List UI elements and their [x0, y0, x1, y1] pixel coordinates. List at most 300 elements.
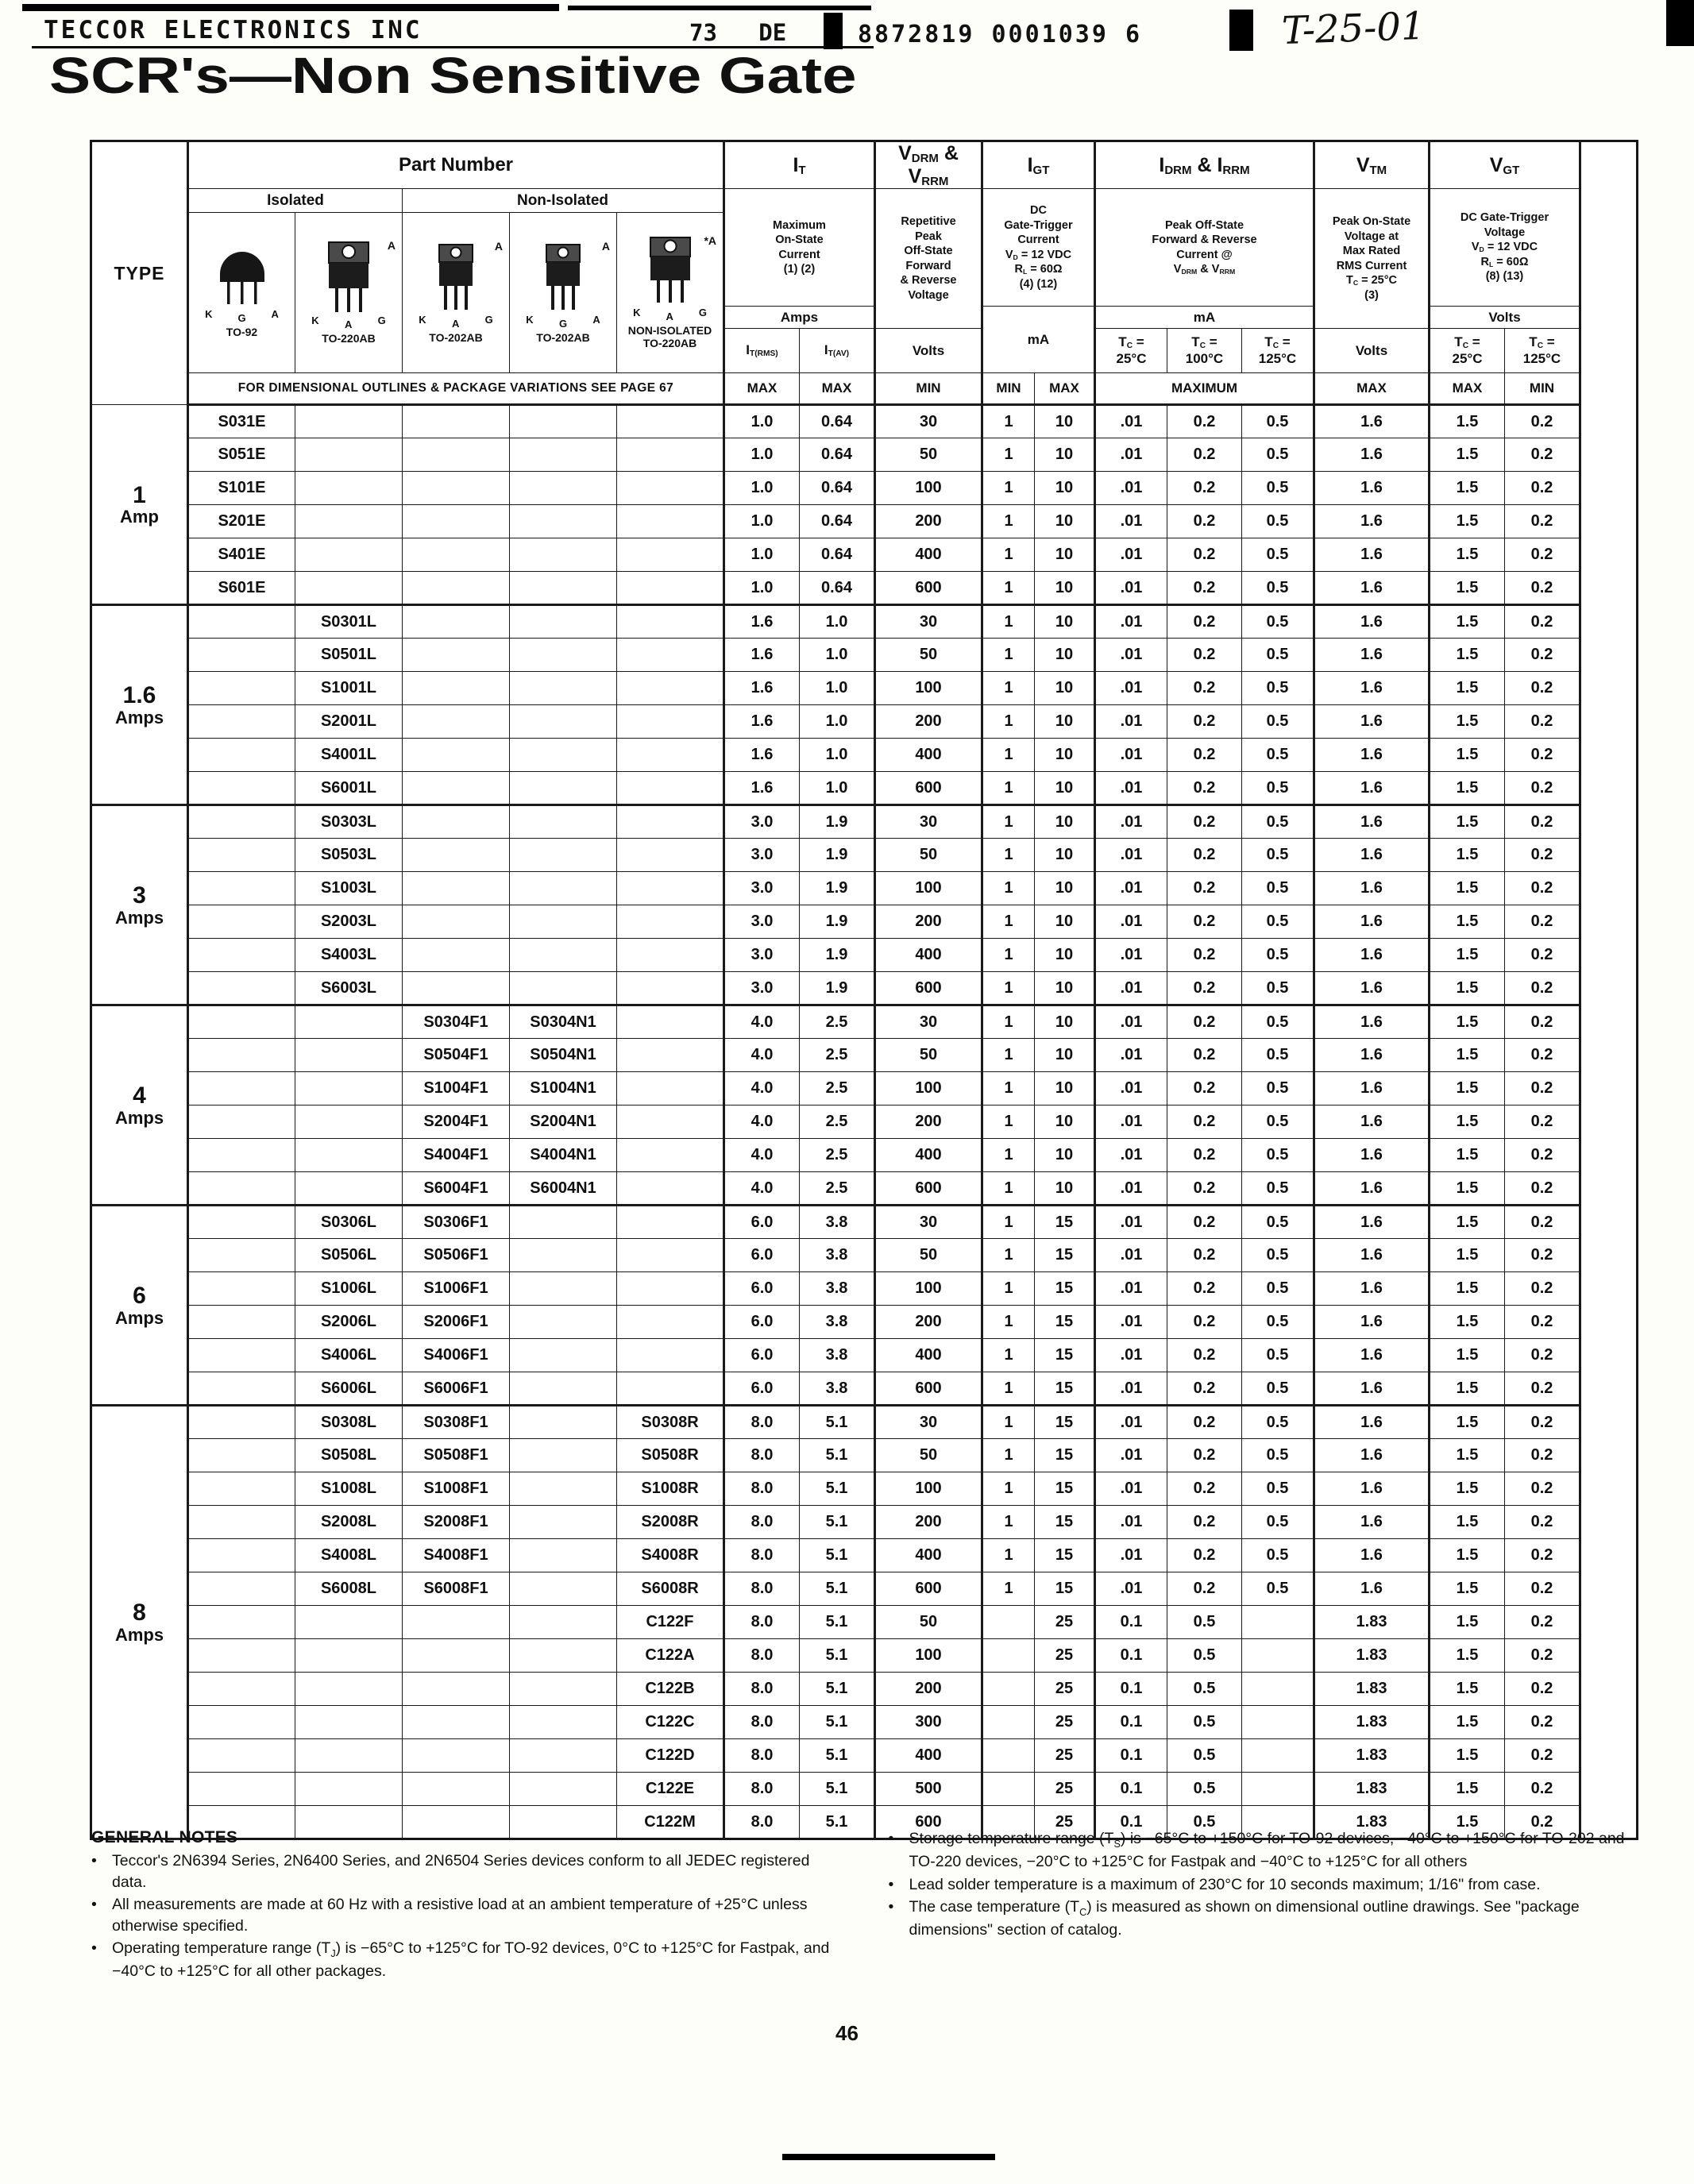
- part-number-cell: [510, 772, 617, 805]
- igt-header: $I_{GT}$: [982, 141, 1095, 189]
- value-cell: .01: [1095, 572, 1167, 605]
- spec-row: [91, 705, 1638, 739]
- value-cell: 1.6: [1314, 872, 1430, 905]
- part-number-cell: S101E: [188, 472, 295, 505]
- value-cell: 0.2: [1167, 672, 1242, 705]
- part-number-cell: S2004N1: [510, 1106, 617, 1139]
- part-number-cell: [510, 1339, 617, 1372]
- value-cell: 0.5: [1242, 905, 1314, 939]
- value-cell: 0.1: [1095, 1606, 1167, 1639]
- part-number-cell: S2004F1: [403, 1106, 510, 1139]
- value-cell: 1.6: [1314, 572, 1430, 605]
- to202-package-icon: [538, 241, 588, 313]
- value-cell: 6.0: [724, 1339, 800, 1372]
- spec-row: [91, 605, 1638, 639]
- value-cell: 0.2: [1505, 1072, 1580, 1106]
- value-cell: 0.2: [1505, 405, 1580, 438]
- value-cell: 0.2: [1505, 605, 1580, 639]
- value-cell: 10: [1035, 1005, 1095, 1039]
- part-number-cell: [188, 772, 295, 805]
- value-cell: 8.0: [724, 1806, 800, 1839]
- value-cell: 1.6: [724, 772, 800, 805]
- value-cell: 0.5: [1242, 1439, 1314, 1472]
- value-cell: 1.6: [1314, 1539, 1430, 1572]
- part-number-cell: [295, 1005, 403, 1039]
- part-number-cell: S2008L: [295, 1506, 403, 1539]
- part-number-cell: [295, 1739, 403, 1773]
- part-number-cell: [510, 1239, 617, 1272]
- value-cell: 0.2: [1167, 405, 1242, 438]
- part-number-cell: [403, 438, 510, 472]
- part-number-cell: [188, 972, 295, 1005]
- spec-row: [91, 872, 1638, 905]
- value-cell: [982, 1739, 1035, 1773]
- part-number-cell: [510, 672, 617, 705]
- value-cell: 0.2: [1167, 772, 1242, 805]
- value-cell: 0.2: [1505, 1039, 1580, 1072]
- part-number-cell: [510, 1739, 617, 1773]
- part-number-cell: S201E: [188, 505, 295, 538]
- value-cell: .01: [1095, 1472, 1167, 1506]
- part-number-cell: [510, 639, 617, 672]
- value-cell: 15: [1035, 1339, 1095, 1372]
- value-cell: 0.5: [1242, 639, 1314, 672]
- value-cell: 50: [875, 839, 982, 872]
- part-number-cell: S0504N1: [510, 1039, 617, 1072]
- type-column-header: TYPE: [91, 141, 188, 405]
- igt-description: DC Gate-Trigger Current $V_D = 12$ VDC $R_L = 60\Omega$ (4) (12): [982, 189, 1095, 307]
- non-isolated-header: Non-Isolated: [403, 189, 724, 213]
- value-cell: 1.6: [1314, 1372, 1430, 1406]
- type-cell: [91, 1206, 188, 1406]
- value-cell: 2.5: [800, 1039, 875, 1072]
- part-number-cell: [403, 472, 510, 505]
- part-number-cell: [295, 405, 403, 438]
- spec-row: [91, 1639, 1638, 1673]
- part-number-cell: [617, 538, 724, 572]
- table-margin-cell: [1580, 1372, 1638, 1406]
- value-cell: 1.6: [1314, 1172, 1430, 1206]
- value-cell: 0.2: [1505, 1706, 1580, 1739]
- scan-artifact-bar: [568, 6, 871, 10]
- value-cell: 0.2: [1167, 472, 1242, 505]
- part-number-cell: [295, 1639, 403, 1673]
- value-cell: 0.2: [1167, 705, 1242, 739]
- value-cell: 1.5: [1430, 605, 1505, 639]
- value-cell: 1.6: [1314, 639, 1430, 672]
- value-cell: 4.0: [724, 1172, 800, 1206]
- value-cell: 0.5: [1242, 1406, 1314, 1439]
- value-cell: 1.5: [1430, 1072, 1505, 1106]
- table-margin-cell: [1580, 472, 1638, 505]
- minmax-label: MAX: [1314, 373, 1430, 405]
- it-rms-header: $I_{T(RMS)}$: [724, 329, 800, 373]
- spec-table-body: [91, 405, 1638, 1839]
- spec-row: [91, 1339, 1638, 1372]
- value-cell: 600: [875, 972, 982, 1005]
- part-number-cell: [617, 772, 724, 805]
- value-cell: 1.5: [1430, 1506, 1505, 1539]
- notes-right-column: [889, 1828, 1642, 1984]
- value-cell: 0.1: [1095, 1773, 1167, 1806]
- part-number-cell: S6008R: [617, 1572, 724, 1606]
- value-cell: .01: [1095, 1539, 1167, 1572]
- value-cell: 100: [875, 472, 982, 505]
- value-cell: .01: [1095, 739, 1167, 772]
- value-cell: 1: [982, 1339, 1035, 1372]
- value-cell: 1: [982, 505, 1035, 538]
- value-cell: 0.2: [1505, 1272, 1580, 1306]
- value-cell: [1242, 1773, 1314, 1806]
- value-cell: 0.2: [1505, 1439, 1580, 1472]
- part-number-cell: [617, 1106, 724, 1139]
- vgt-tc125-header: $T_C$ = 125°C: [1505, 329, 1580, 373]
- value-cell: 0.5: [1167, 1706, 1242, 1739]
- part-number-cell: [295, 1673, 403, 1706]
- part-number-cell: [403, 839, 510, 872]
- value-cell: 1.5: [1430, 1206, 1505, 1239]
- part-number-cell: [403, 905, 510, 939]
- value-cell: 0.2: [1167, 1572, 1242, 1606]
- value-cell: .01: [1095, 772, 1167, 805]
- value-cell: 1: [982, 1372, 1035, 1406]
- part-number-cell: [510, 1539, 617, 1572]
- part-number-cell: [617, 705, 724, 739]
- value-cell: 1.5: [1430, 1005, 1505, 1039]
- package-cell-to202-b: [510, 213, 617, 373]
- value-cell: 5.1: [800, 1673, 875, 1706]
- bullet-icon: •: [91, 1939, 97, 1958]
- part-number-cell: [617, 672, 724, 705]
- value-cell: [982, 1639, 1035, 1673]
- part-number-cell: [510, 939, 617, 972]
- part-number-cell: [188, 1539, 295, 1572]
- value-cell: 0.2: [1167, 538, 1242, 572]
- value-cell: 1.0: [800, 772, 875, 805]
- package-name: TO-92: [226, 326, 258, 339]
- bullet-icon: •: [888, 1830, 894, 1847]
- value-cell: 15: [1035, 1439, 1095, 1472]
- part-number-cell: [188, 905, 295, 939]
- part-number-cell: [188, 1639, 295, 1673]
- value-cell: 1.9: [800, 805, 875, 839]
- type-amps: 8: [133, 1599, 146, 1626]
- value-cell: 5.1: [800, 1572, 875, 1606]
- value-cell: 0.2: [1167, 1072, 1242, 1106]
- value-cell: 10: [1035, 939, 1095, 972]
- minmax-label: MIN: [1505, 373, 1580, 405]
- value-cell: 300: [875, 1706, 982, 1739]
- value-cell: 0.2: [1167, 972, 1242, 1005]
- value-cell: 25: [1035, 1773, 1095, 1806]
- value-cell: 5.1: [800, 1506, 875, 1539]
- value-cell: 200: [875, 1673, 982, 1706]
- value-cell: 1.5: [1430, 1773, 1505, 1806]
- part-number-cell: S031E: [188, 405, 295, 438]
- value-cell: 10: [1035, 1172, 1095, 1206]
- value-cell: 8.0: [724, 1439, 800, 1472]
- spec-row: [91, 1606, 1638, 1639]
- value-cell: 1.6: [1314, 1506, 1430, 1539]
- part-number-cell: [188, 1239, 295, 1272]
- value-cell: 0.2: [1505, 1139, 1580, 1172]
- part-number-cell: S4004F1: [403, 1139, 510, 1172]
- part-number-cell: S2003L: [295, 905, 403, 939]
- value-cell: 0.2: [1167, 1506, 1242, 1539]
- value-cell: 0.2: [1505, 639, 1580, 672]
- value-cell: 1.0: [800, 639, 875, 672]
- part-number-cell: [510, 405, 617, 438]
- part-number-cell: S0304N1: [510, 1005, 617, 1039]
- value-cell: 1.5: [1430, 1572, 1505, 1606]
- table-margin-cell: [1580, 405, 1638, 438]
- value-cell: 1: [982, 1539, 1035, 1572]
- value-cell: 25: [1035, 1739, 1095, 1773]
- anode-tab-label: *A: [704, 234, 716, 247]
- table-margin-cell: [1580, 1072, 1638, 1106]
- value-cell: 0.2: [1167, 1306, 1242, 1339]
- vgt-description: DC Gate-Trigger Voltage $V_D = 12$ VDC $R_L = 60\Omega$ (8) (13): [1430, 189, 1580, 307]
- handwritten-note: T-25-01: [1281, 3, 1426, 54]
- value-cell: 10: [1035, 705, 1095, 739]
- it-description: Maximum On-State Current (1) (2): [724, 189, 875, 307]
- value-cell: 25: [1035, 1606, 1095, 1639]
- value-cell: 0.5: [1242, 872, 1314, 905]
- value-cell: 0.5: [1242, 572, 1314, 605]
- part-number-cell: [403, 1773, 510, 1806]
- type-cell: [91, 1406, 188, 1839]
- table-margin-cell: [1580, 1139, 1638, 1172]
- part-number-cell: S4001L: [295, 739, 403, 772]
- value-cell: 1: [982, 405, 1035, 438]
- part-number-cell: S0308F1: [403, 1406, 510, 1439]
- value-cell: 1.0: [724, 538, 800, 572]
- spec-row: [91, 1039, 1638, 1072]
- part-number-cell: C122E: [617, 1773, 724, 1806]
- value-cell: 2.5: [800, 1005, 875, 1039]
- value-cell: 1.6: [1314, 1005, 1430, 1039]
- value-cell: 1.6: [1314, 438, 1430, 472]
- value-cell: 3.0: [724, 972, 800, 1005]
- value-cell: 10: [1035, 538, 1095, 572]
- note-text: All measurements are made at 60 Hz with a resistive load at an ambient temperature of +25°C unless otherwise specified.: [112, 1896, 808, 1935]
- table-margin-cell: [1580, 739, 1638, 772]
- value-cell: 1.5: [1430, 472, 1505, 505]
- value-cell: 0.2: [1167, 1372, 1242, 1406]
- value-cell: 1: [982, 705, 1035, 739]
- value-cell: 1: [982, 1206, 1035, 1239]
- spec-row: [91, 1539, 1638, 1572]
- value-cell: 8.0: [724, 1706, 800, 1739]
- part-number-cell: S1004F1: [403, 1072, 510, 1106]
- value-cell: .01: [1095, 1072, 1167, 1106]
- value-cell: 1: [982, 1572, 1035, 1606]
- value-cell: 30: [875, 405, 982, 438]
- value-cell: 1.0: [724, 405, 800, 438]
- spec-row: [91, 1439, 1638, 1472]
- package-pins: K A G: [419, 314, 493, 330]
- spec-row: [91, 1172, 1638, 1206]
- igt-unit: mA: [982, 307, 1095, 373]
- value-cell: 1.5: [1430, 639, 1505, 672]
- part-number-cell: [403, 972, 510, 1005]
- type-amps: 3: [133, 882, 146, 909]
- part-number-cell: [510, 505, 617, 538]
- part-number-cell: [617, 1172, 724, 1206]
- value-cell: 0.2: [1505, 839, 1580, 872]
- value-cell: 0.2: [1505, 1539, 1580, 1572]
- value-cell: 0.2: [1505, 1206, 1580, 1239]
- value-cell: 1: [982, 1172, 1035, 1206]
- part-number-cell: S0503L: [295, 839, 403, 872]
- value-cell: 10: [1035, 605, 1095, 639]
- value-cell: 1: [982, 1239, 1035, 1272]
- value-cell: 0.5: [1242, 1472, 1314, 1506]
- value-cell: 8.0: [724, 1606, 800, 1639]
- spec-row: [91, 1572, 1638, 1606]
- value-cell: 1.6: [1314, 705, 1430, 739]
- value-cell: [982, 1606, 1035, 1639]
- note-item: [91, 1938, 845, 1982]
- scan-artifact-bar: [22, 4, 559, 11]
- value-cell: 1.83: [1314, 1673, 1430, 1706]
- bullet-icon: •: [91, 1852, 97, 1870]
- part-number-cell: S0301L: [295, 605, 403, 639]
- part-number-cell: [295, 1606, 403, 1639]
- part-number-cell: S6006F1: [403, 1372, 510, 1406]
- spec-row: [91, 672, 1638, 705]
- to220-package-icon: [642, 236, 698, 306]
- value-cell: 0.2: [1167, 939, 1242, 972]
- part-number-cell: [510, 1439, 617, 1472]
- idrm-unit: mA: [1095, 307, 1314, 329]
- value-cell: 0.5: [1242, 1172, 1314, 1206]
- value-cell: 0.2: [1505, 1639, 1580, 1673]
- table-margin-cell: [1580, 1306, 1638, 1339]
- part-number-cell: [403, 572, 510, 605]
- value-cell: 1.6: [724, 739, 800, 772]
- value-cell: 1.5: [1430, 1106, 1505, 1139]
- value-cell: 1.5: [1430, 839, 1505, 872]
- value-cell: .01: [1095, 1172, 1167, 1206]
- value-cell: 8.0: [724, 1406, 800, 1439]
- value-cell: 1.6: [1314, 405, 1430, 438]
- value-cell: 0.2: [1505, 1406, 1580, 1439]
- part-number-cell: [188, 1572, 295, 1606]
- value-cell: .01: [1095, 905, 1167, 939]
- part-number-cell: [188, 1339, 295, 1372]
- part-number-cell: [295, 1039, 403, 1072]
- value-cell: .01: [1095, 1039, 1167, 1072]
- value-cell: [1242, 1706, 1314, 1739]
- value-cell: 10: [1035, 438, 1095, 472]
- note-item: [889, 1897, 1642, 1941]
- value-cell: 1.9: [800, 939, 875, 972]
- part-number-cell: [617, 1206, 724, 1239]
- part-number-cell: S0506F1: [403, 1239, 510, 1272]
- value-cell: 0.5: [1242, 405, 1314, 438]
- value-cell: 0.5: [1242, 1339, 1314, 1372]
- value-cell: 0.5: [1167, 1773, 1242, 1806]
- part-number-cell: S0504F1: [403, 1039, 510, 1072]
- value-cell: 1: [982, 1406, 1035, 1439]
- table-margin-cell: [1580, 572, 1638, 605]
- part-number-cell: S6004F1: [403, 1172, 510, 1206]
- part-number-cell: [188, 672, 295, 705]
- value-cell: 6.0: [724, 1239, 800, 1272]
- value-cell: 4.0: [724, 1106, 800, 1139]
- value-cell: 1.83: [1314, 1606, 1430, 1639]
- value-cell: 1.6: [724, 672, 800, 705]
- part-number-cell: S1003L: [295, 872, 403, 905]
- value-cell: 0.5: [1242, 1005, 1314, 1039]
- part-number-cell: [188, 1739, 295, 1773]
- part-number-cell: S4006F1: [403, 1339, 510, 1372]
- vgt-header: $V_{GT}$: [1430, 141, 1580, 189]
- part-number-cell: [188, 1005, 295, 1039]
- dimensional-note: FOR DIMENSIONAL OUTLINES & PACKAGE VARIATIONS SEE PAGE 67: [188, 373, 724, 405]
- table-margin-cell: [1580, 1506, 1638, 1539]
- value-cell: 30: [875, 1406, 982, 1439]
- value-cell: 0.2: [1505, 1239, 1580, 1272]
- part-number-cell: S2001L: [295, 705, 403, 739]
- part-number-cell: [188, 805, 295, 839]
- value-cell: 0.2: [1505, 872, 1580, 905]
- value-cell: 1: [982, 1506, 1035, 1539]
- table-margin-cell: [1580, 939, 1638, 972]
- package-name: TO-220AB: [322, 332, 376, 345]
- value-cell: 100: [875, 1639, 982, 1673]
- package-cell-to202-a: [403, 213, 510, 373]
- part-number-cell: [188, 1472, 295, 1506]
- table-margin-cell: [1580, 972, 1638, 1005]
- value-cell: 10: [1035, 839, 1095, 872]
- part-number-cell: S0308L: [295, 1406, 403, 1439]
- part-number-cell: [617, 905, 724, 939]
- value-cell: 1.6: [1314, 1239, 1430, 1272]
- table-margin-cell: [1580, 1639, 1638, 1673]
- part-number-header: Part Number: [188, 141, 724, 189]
- value-cell: 1.5: [1430, 1239, 1505, 1272]
- part-number-cell: [403, 605, 510, 639]
- table-margin-cell: [1580, 1539, 1638, 1572]
- value-cell: 1.6: [1314, 939, 1430, 972]
- type-amps: 6: [133, 1283, 146, 1310]
- value-cell: 600: [875, 772, 982, 805]
- part-number-cell: [617, 1306, 724, 1339]
- value-cell: 10: [1035, 972, 1095, 1005]
- value-cell: 1: [982, 438, 1035, 472]
- vdrm-description: Repetitive Peak Off-State Forward & Reverse Voltage: [875, 189, 982, 329]
- part-number-cell: [188, 1106, 295, 1139]
- value-cell: 200: [875, 905, 982, 939]
- package-cell-to92: [188, 213, 295, 373]
- type-cell: [91, 805, 188, 1005]
- value-cell: 8.0: [724, 1472, 800, 1506]
- value-cell: [1242, 1739, 1314, 1773]
- part-number-cell: [295, 572, 403, 605]
- value-cell: 100: [875, 1472, 982, 1506]
- part-number-cell: [510, 839, 617, 872]
- part-number-cell: [188, 1306, 295, 1339]
- part-number-cell: [510, 538, 617, 572]
- value-cell: 1.5: [1430, 772, 1505, 805]
- value-cell: 0.2: [1167, 805, 1242, 839]
- spec-row: [91, 772, 1638, 805]
- value-cell: 400: [875, 1139, 982, 1172]
- value-cell: 0.5: [1242, 772, 1314, 805]
- value-cell: 0.5: [1242, 1372, 1314, 1406]
